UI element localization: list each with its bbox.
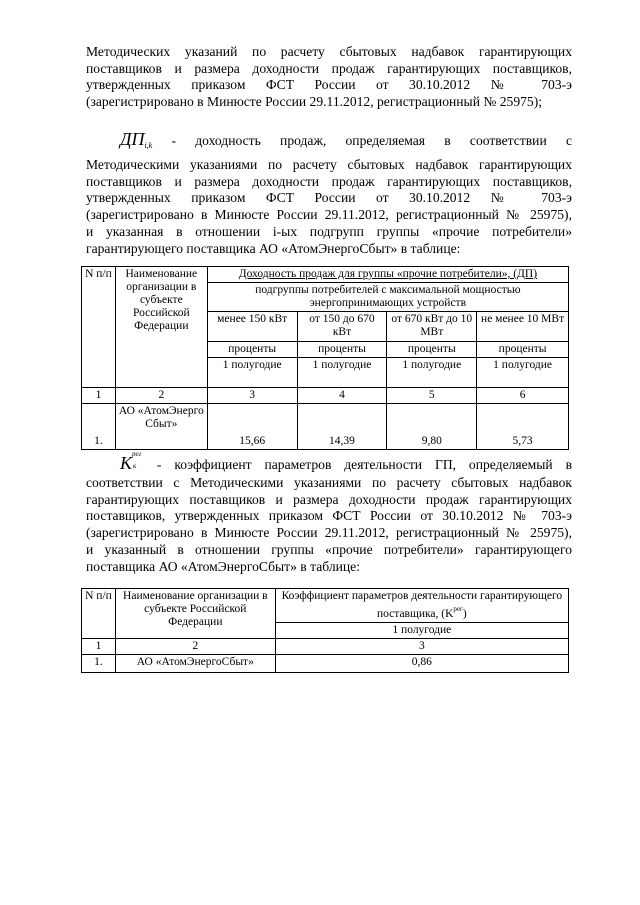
text-line: поставщиков и размера доходности продаж гарантирующих поставщиков, [86, 60, 572, 76]
col-header: не менее 10 МВт [477, 312, 569, 342]
text-line: и указанная в отношении i-ых подгрупп группы «прочие потребители» [86, 223, 572, 239]
k-first-text: - коэффициент параметров деятельности ГП, определяемый в [156, 457, 572, 472]
text-line: гарантирующих поставщиков и размера доходности продаж гарантирующих [86, 491, 572, 507]
index-cell: 1 [82, 639, 116, 655]
col-org-header: Наименование организации в субъекте Российской Федерации [115, 589, 275, 639]
row-value: 0,86 [275, 655, 568, 673]
unit-cell: проценты [297, 342, 387, 358]
group-header: Доходность продаж для группы «прочие потребители», (ДП) [207, 267, 568, 283]
index-cell: 3 [275, 639, 568, 655]
row-number: 1. [82, 655, 116, 673]
intro-paragraph [86, 44, 572, 111]
text-line: соответствии с Методическими указаниями по расчету сбытовых надбавок [86, 475, 572, 490]
dp-symbol: ДП [120, 129, 145, 149]
coef-header: Коэффициент параметров деятельности гарантирующего поставщика, $(K^{рег})$ [275, 589, 568, 623]
subgroup-header: подгруппы потребителей с максимальной мощностью энергопринимающих устройств [207, 283, 568, 312]
index-cell: 4 [297, 388, 387, 404]
text-line: (зарегистрировано в Минюсте России 29.11.2012, регистрационный № 25975); [86, 94, 543, 110]
index-cell: 2 [115, 388, 207, 404]
row-value: 14,39 [297, 404, 387, 450]
text-line: и указанный в отношении группы «прочие потребители» гарантирующего [86, 541, 572, 557]
text-line: (зарегистрировано в Минюсте России 29.11.2012, регистрационный № 25975), [86, 525, 572, 541]
row-value: 9,80 [387, 404, 477, 450]
row-value: 15,66 [207, 404, 297, 450]
text-line: (зарегистрировано в Минюсте России 29.11.2012, регистрационный № 25975), [86, 207, 572, 223]
text-line: гарантирующего поставщика АО «АтомЭнергоСбыт» в таблице: [86, 240, 461, 256]
k-indices [132, 450, 144, 470]
col-header: от 670 кВт до 10 МВт [387, 312, 477, 342]
dp-definition [86, 128, 572, 257]
k-subscript: к [133, 462, 137, 470]
table-row [82, 404, 569, 450]
period-cell: 1 полугодие [297, 358, 387, 388]
period-cell: 1 полугодие [275, 623, 568, 639]
index-cell: 6 [477, 388, 569, 404]
profitability-table [81, 266, 569, 450]
dp-first-text: - доходность продаж, определяемая в соответствии с [171, 133, 573, 148]
index-cell: 1 [82, 388, 116, 404]
row-org: АО «АтомЭнерго Сбыт» [115, 404, 207, 450]
col-number-header: N п/п [82, 267, 116, 388]
col-header: менее 150 кВт [207, 312, 297, 342]
k-first-line [86, 450, 572, 475]
period-cell: 1 полугодие [387, 358, 477, 388]
table-row [82, 655, 569, 673]
dp-first-line [86, 128, 572, 157]
row-value: 5,73 [477, 404, 569, 450]
coefficient-table [81, 588, 569, 673]
period-cell: 1 полугодие [477, 358, 569, 388]
row-number: 1. [82, 404, 116, 450]
text-line: поставщика АО «АтомЭнергоСбыт» в таблице: [86, 558, 360, 574]
text-line: утвержденных приказом ФСТ России от 30.10.2012 № 703-э [86, 190, 572, 206]
unit-cell: проценты [207, 342, 297, 358]
text-line: Методическими указаниями по расчету сбытовых надбавок гарантирующих [86, 157, 572, 172]
unit-cell: проценты [387, 342, 477, 358]
unit-cell: проценты [477, 342, 569, 358]
col-number-header: N п/п [82, 589, 116, 639]
index-cell: 5 [387, 388, 477, 404]
text-line: Методических указаний по расчету сбытовых надбавок гарантирующих [86, 44, 572, 59]
col-header: от 150 до 670 кВт [297, 312, 387, 342]
text-line: поставщиков, утвержденных приказом ФСТ России от 30.10.2012 № 703-э [86, 508, 572, 524]
k-symbol: K [120, 453, 133, 473]
dp-subscript: i,k [144, 141, 153, 150]
col-org-header: Наименование организации в субъекте Российской Федерации [115, 267, 207, 388]
k-definition [86, 450, 572, 575]
period-cell: 1 полугодие [207, 358, 297, 388]
k-superscript: рег [132, 450, 142, 458]
index-cell: 2 [115, 639, 275, 655]
row-org: АО «АтомЭнергоСбыт» [115, 655, 275, 673]
text-line: утвержденных приказом ФСТ России от 30.10.2012 № 703-э [86, 77, 572, 93]
text-line: поставщиков и размера доходности продаж гарантирующих поставщиков, [86, 173, 572, 189]
index-cell: 3 [207, 388, 297, 404]
